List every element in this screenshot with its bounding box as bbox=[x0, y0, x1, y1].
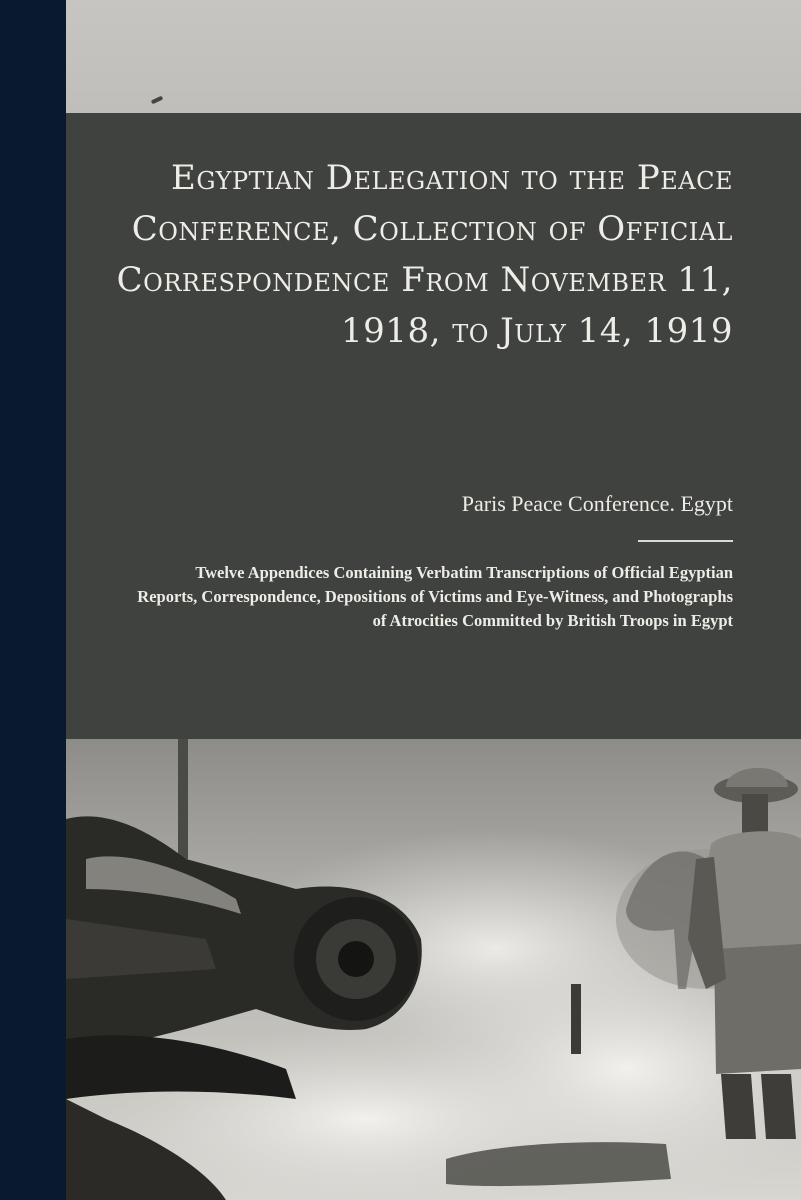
cover-top-strip bbox=[66, 0, 801, 113]
divider-rule bbox=[638, 540, 733, 542]
cover-spine bbox=[0, 0, 66, 1200]
cover-photo-illustration bbox=[66, 739, 801, 1200]
book-title: Egyptian Delegation to the Peace Conference, Collection of Official Correspondence From November 11, 1918, to July 14, 1919 bbox=[116, 158, 733, 351]
book-author: Paris Peace Conference. Egypt bbox=[461, 491, 733, 516]
cover-photo bbox=[66, 739, 801, 1200]
title-panel bbox=[66, 113, 801, 739]
book-subtitle: Twelve Appendices Containing Verbatim Transcriptions of Official Egyptian Reports, Correspondence, Depositions of Victims and Eye-Witness, and Photographs of Atrocities Committed by British Troops in Egypt bbox=[137, 563, 733, 630]
